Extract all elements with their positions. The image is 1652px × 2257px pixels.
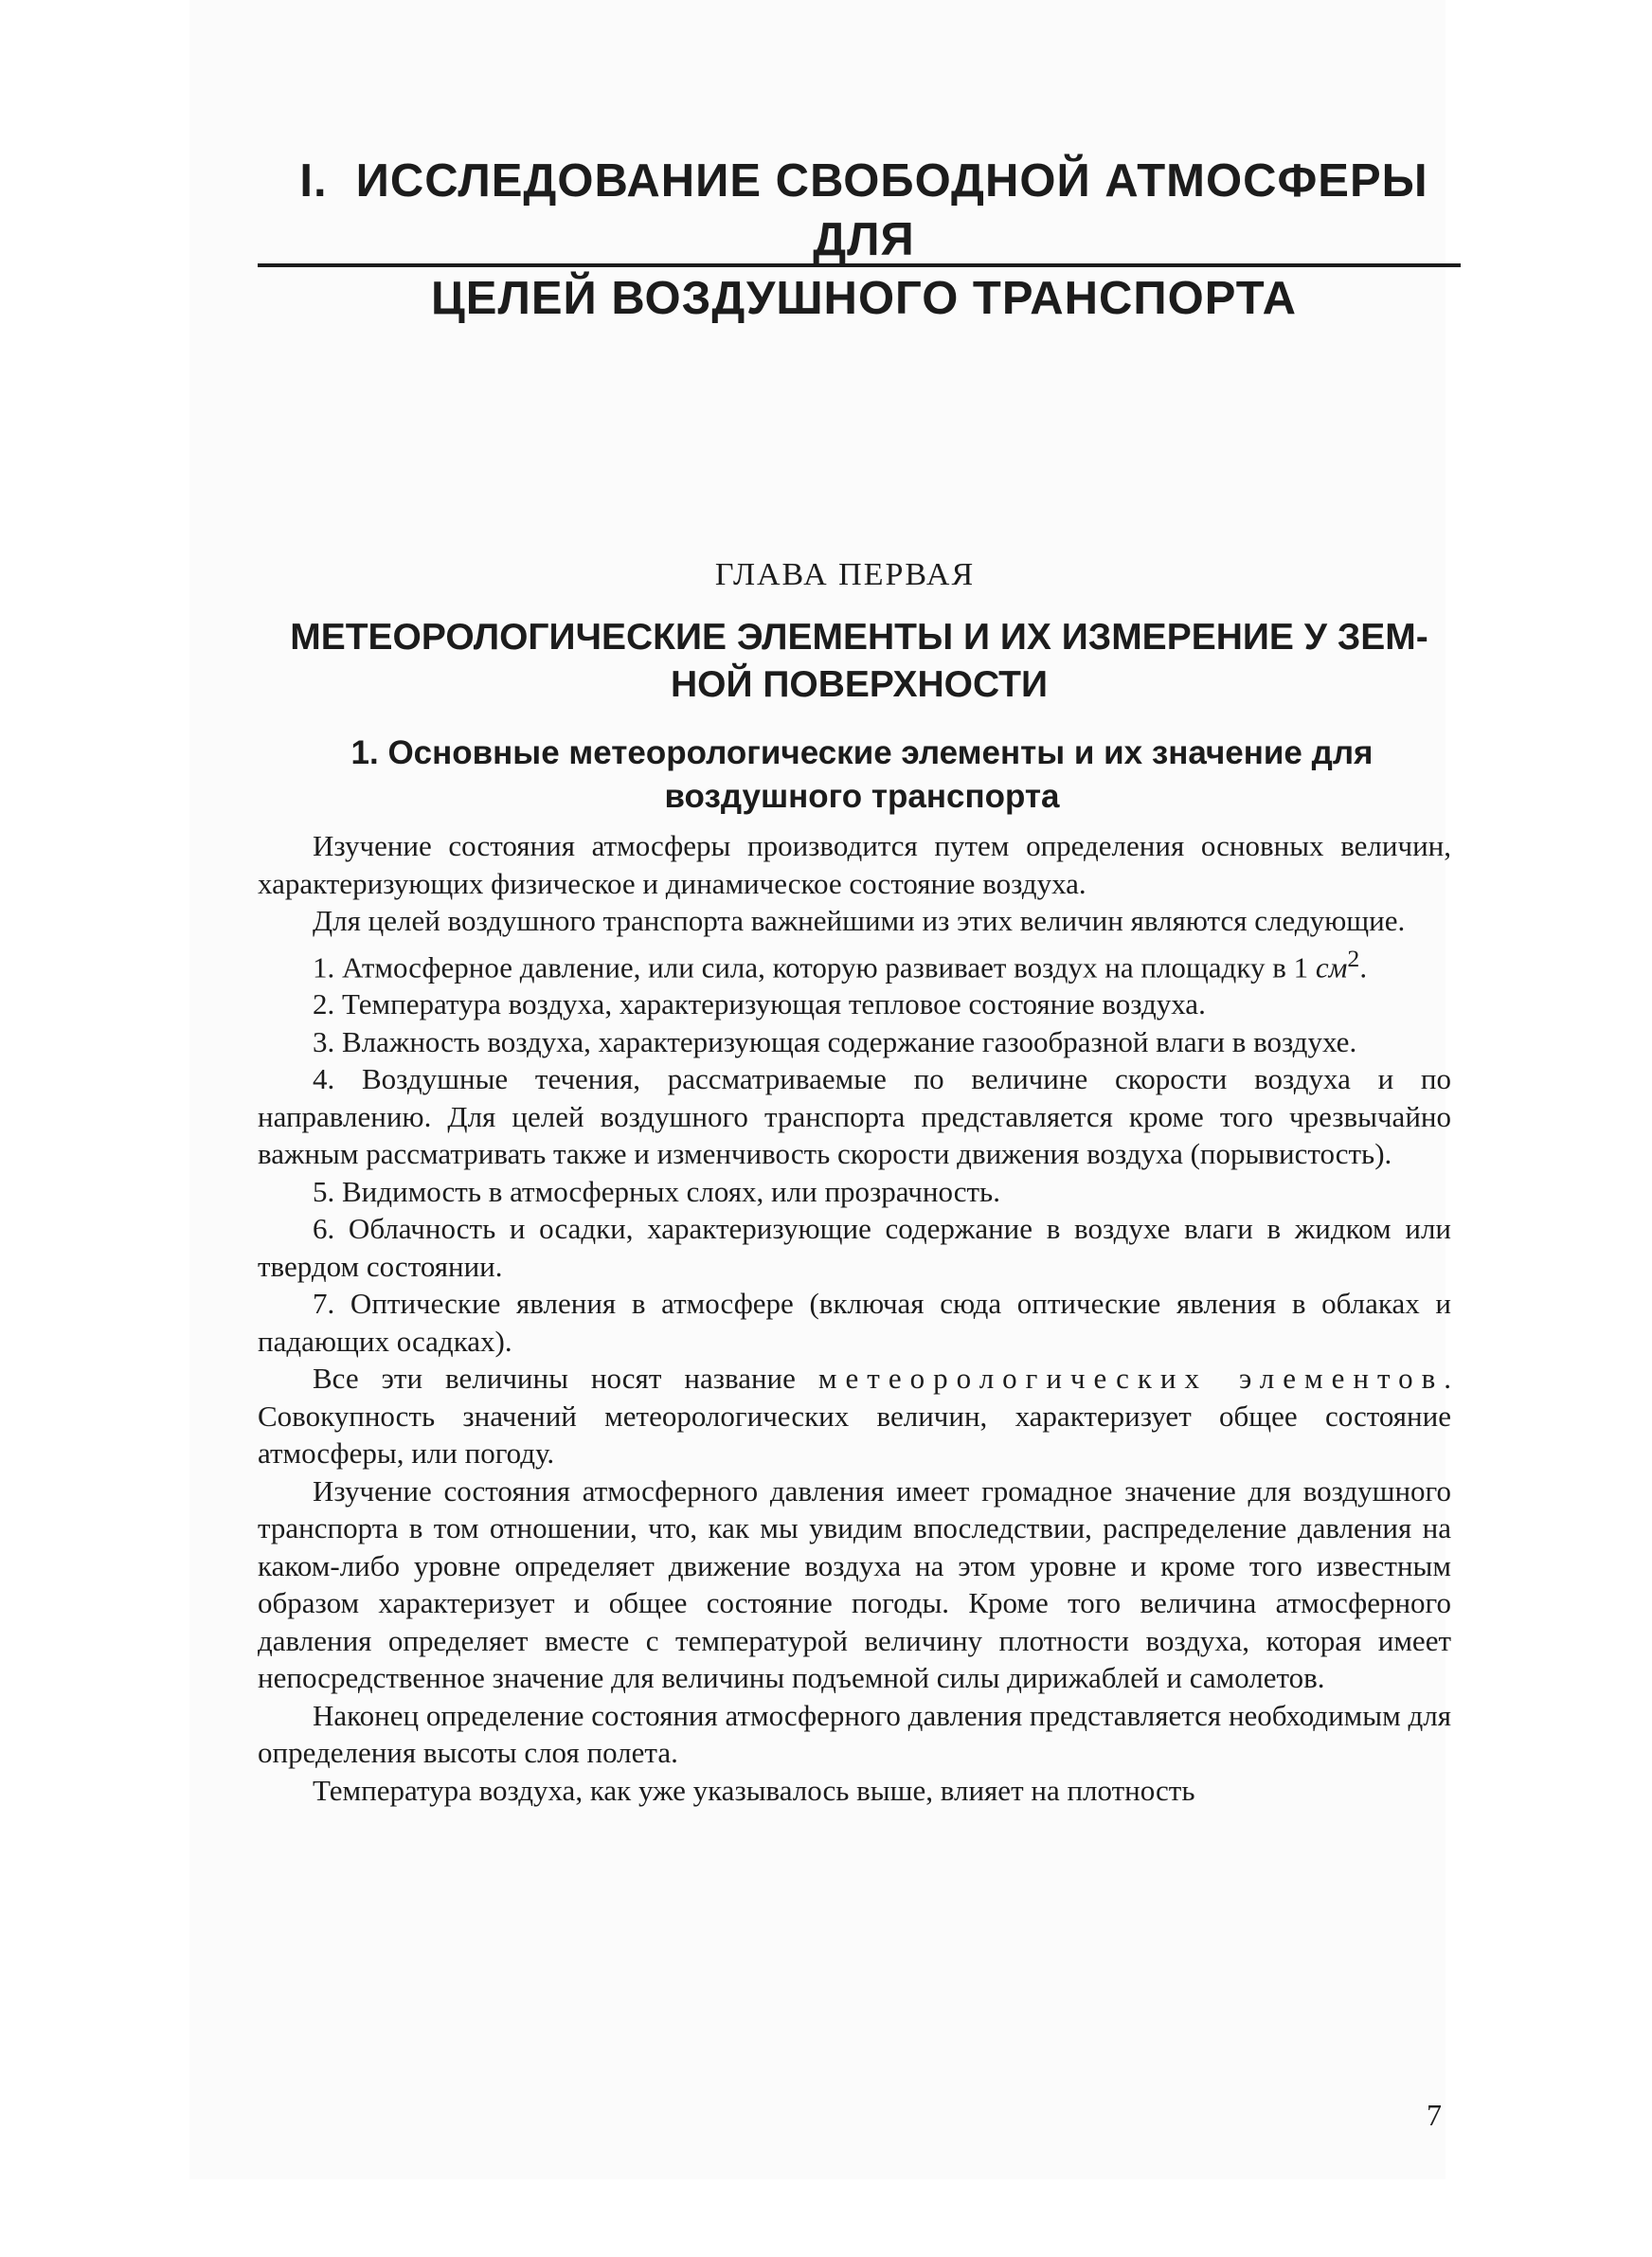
term-meteorological-elements: метеорологических элементов bbox=[817, 1362, 1445, 1396]
list-item-clouds: 6. Облачность и осадки, характеризующие содержание в воздухе влаги в жидком или твердом состоянии. bbox=[258, 1212, 1451, 1283]
part-title-line-2: ЦЕЛЕЙ ВОЗДУШНОГО ТРАНСПОРТА bbox=[430, 273, 1297, 324]
unit-cm: см bbox=[1315, 949, 1348, 984]
paragraph-temperature: Температура воздуха, как уже указывалось выше, влияет на плотность bbox=[313, 1773, 1195, 1807]
list-item-air-currents: 4. Воздушные течения, рассматриваемые по величине скорости воздуха и по направлению. Для целей воздушного транспорта представляется кроме того чрезвычайно важным рассматривать также и изменчивость скорости движения воздуха (порывистость). bbox=[258, 1062, 1451, 1171]
list-item-humidity: 3. Влажность воздуха, характеризующая содержание газообразной влаги в воздухе. bbox=[313, 1024, 1357, 1058]
section-title-line-1 bbox=[284, 731, 1440, 775]
list-item-pressure-text: 1. Атмосферное давление, или сила, которую развивает воздух на площадку в 1 bbox=[313, 949, 1316, 984]
list-item-optical: 7. Оптические явления в атмосфере (включая сюда оптические явления в облаках и падающих осадках). bbox=[258, 1287, 1451, 1358]
paragraph-elements-definition bbox=[258, 1360, 1451, 1472]
list-item-pressure-end: . bbox=[1359, 949, 1368, 984]
unit-exponent: 2 bbox=[1347, 944, 1360, 972]
chapter-label: ГЛАВА ПЕРВАЯ bbox=[714, 557, 976, 592]
section-title-line-2: воздушного транспорта bbox=[664, 778, 1060, 815]
part-title-line-1 bbox=[248, 152, 1480, 269]
part-title-text-1: ИССЛЕДОВАНИЕ СВОБОДНОЙ АТМОСФЕРЫ ДЛЯ bbox=[355, 155, 1428, 265]
part-title bbox=[248, 152, 1480, 328]
chapter-title-line-1: МЕТЕОРОЛОГИЧЕСКИЕ ЭЛЕМЕНТЫ И ИХ ИЗМЕРЕНИЕ У ЗЕМ- bbox=[290, 617, 1428, 658]
paragraph-flight-altitude: Наконец определение состояния атмосферного давления представляется необходимым для определения высоты слоя полета. bbox=[258, 1698, 1451, 1770]
list-item-pressure bbox=[258, 940, 1451, 986]
paragraph-elements-text-a: Все эти величины носят название bbox=[313, 1362, 818, 1396]
list-item-temperature: 2. Температура воздуха, характеризующая тепловое состояние воздуха. bbox=[313, 987, 1206, 1021]
chapter-title-line-2: НОЙ ПОВЕРХНОСТИ bbox=[671, 664, 1048, 705]
chapter-title bbox=[258, 614, 1461, 709]
paragraph-elements-text-b: . Совокупность значений метеорологических величин, характеризует общее состояние атмосферы, или погоду. bbox=[258, 1362, 1451, 1471]
section-number: 1. bbox=[350, 734, 379, 771]
paragraph-list-lead: Для целей воздушного транспорта важнейшими из этих величин являются следующие. bbox=[313, 904, 1406, 937]
part-title-rule bbox=[258, 263, 1461, 267]
page-number: 7 bbox=[1427, 2098, 1442, 2132]
section-title bbox=[284, 731, 1440, 819]
list-item-visibility: 5. Видимость в атмосферных слоях, или прозрачность. bbox=[313, 1174, 1000, 1208]
body-text bbox=[258, 827, 1451, 1809]
paragraph-intro: Изучение состояния атмосферы производится путем определения основных величин, характеризующих физическое и динамическое состояние воздуха. bbox=[258, 829, 1451, 900]
section-title-text-1: Основные метеорологические элементы и их значение для bbox=[387, 734, 1374, 771]
paragraph-pressure-importance: Изучение состояния атмосферного давления имеет громадное значение для воздушного транспорта в том отношении, что, как мы увидим впоследствии, распределение давления на каком-либо уровне определяет движение воздуха на этом уровне и кроме того известным образом характеризует и общее состояние погоды. Кроме того величина атмосферного давления определяет вместе с температурой величину плотности воздуха, которая имеет непосредственное значение для величины подъемной силы дирижаблей и самолетов. bbox=[258, 1473, 1451, 1695]
part-number: I. bbox=[299, 155, 328, 207]
